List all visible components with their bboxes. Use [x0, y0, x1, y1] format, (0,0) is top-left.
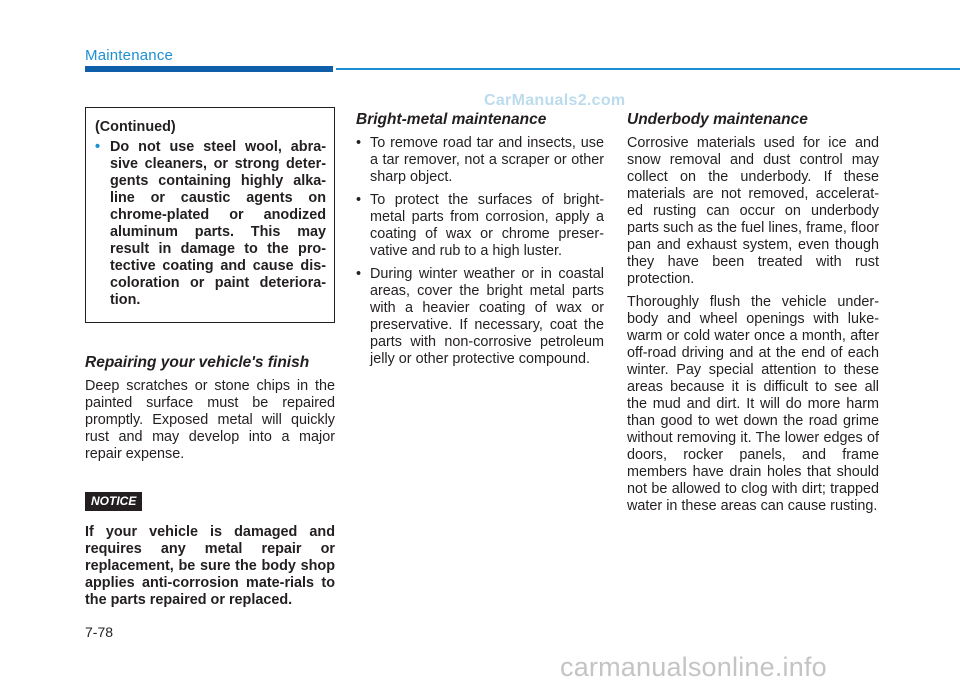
section-title: Maintenance: [85, 47, 174, 64]
bright-metal-list: [356, 135, 604, 368]
column-left: [85, 107, 335, 609]
bullet-icon: •: [356, 192, 362, 208]
repairing-body: Deep scratches or stone chips in the painted surface must be repaired promptly. Exposed metal will quickly rust and may develop into a major repair expense.: [85, 378, 335, 462]
caution-bullet-text: Do not use steel wool, abra-sive cleaners, or strong deter-gents containing highly alka-line or caustic agents on chrome-plated or anodized aluminum parts. This may result in damage to the pro-tective coating and cause dis-coloration or paint deteriora-tion.: [110, 139, 326, 308]
bullet-icon: •: [356, 266, 362, 282]
page-number: 7-78: [85, 624, 114, 640]
list-item: • During winter weather or in coastal areas, cover the bright metal parts with a heavier coating of wax or preservative. If necessary, coat the parts with non-corrosive petroleum jelly or other protective compound.: [356, 266, 604, 367]
bright-metal-heading: Bright-metal maintenance: [356, 111, 547, 128]
bullet-icon: •: [356, 135, 362, 151]
bullet-dot-icon: •: [95, 139, 101, 155]
notice-badge: NOTICE: [85, 492, 142, 511]
repairing-heading: Repairing your vehicle's finish: [85, 354, 310, 371]
column-middle: [356, 110, 604, 374]
underbody-paragraph: Thoroughly flush the vehicle under-body and wheel openings with luke-warm or cold water once a month, after off-road driving and at the end of each winter. Pay special attention to these areas because it is difficult to see all the mud and dirt. It will do more harm than good to wet down the road grime without removing it. The lower edges of doors, rocker panels, and frame members have drain holes that should not be allowed to clog with dirt; trapped water in these areas can cause rusting.: [627, 294, 879, 514]
list-item: • To remove road tar and insects, use a tar remover, not a scraper or other sharp object.: [356, 135, 604, 185]
column-right: [627, 110, 879, 521]
underbody-paragraph: Corrosive materials used for ice and snow removal and dust control may collect on the underbody. If these materials are not removed, accelerat-ed rusting can occur on underbody parts such as the fuel lines, frame, floor pan and exhaust system, even though they have been treated with rust protection.: [627, 135, 879, 287]
underbody-heading: Underbody maintenance: [627, 111, 808, 128]
header-rule-thin: [336, 68, 960, 70]
notice-text: If your vehicle is damaged and requires any metal repair or replacement, be sure the body shop applies anti-corrosion mate-rials to the parts repaired or replaced.: [85, 524, 335, 608]
continued-caution-box: [85, 107, 335, 323]
watermark-top: CarManuals2.com: [484, 92, 626, 109]
continued-title: (Continued): [95, 119, 176, 135]
watermark-bottom: carmanualsonline.info: [560, 652, 827, 682]
list-item: • To protect the surfaces of bright-metal parts from corrosion, apply a coating of wax or chrome preser-vative and rub to a high luster.: [356, 192, 604, 259]
caution-bullet: [95, 139, 326, 309]
header-rule-thick: [85, 66, 333, 72]
